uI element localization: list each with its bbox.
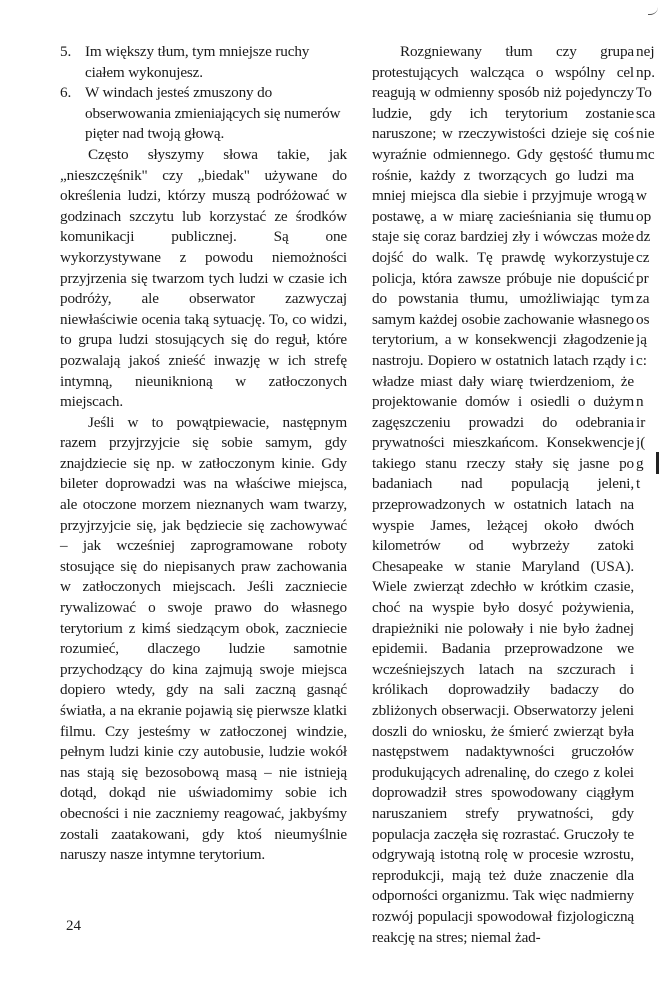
- list-item: [60, 42, 347, 83]
- paragraph-cinema-example: Jeśli w to powątpiewacie, następnym razem przyjrzyjcie się sobie samym, gdy znajdziecie się np. w zatłoczonym kinie. Gdy bileter doprowadzi was na właściwe miejsca, ale otoczone morzem nieznanych wam twarzy, przyjrzyjcie się, jak będziecie się zachowywać – jak wcześniej zaprogramowane roboty stosujące się do niepisanych praw zachowania w zatłoczonych miejscach. Jeśli zaczniecie rywalizować o swoje prawo do własnego terytorium z kimś siedzącym obok, zaczniecie rozumieć, dlaczego ludzie samotnie przychodzący do kina zajmują swoje miejsca dopiero wtedy, gdy na sali zaczną gasnąć światła, a na ekranie pojawią się pierwsze klatki filmu. Czy jesteśmy w zatłoczonej windzie, pełnym ludzi kinie czy autobusie, ludzie wokół nas stają się bezosobową masą – nie istnieją dotąd, dokąd nie uświadomimy sobie ich obecności i nie zaczniemy reagować, jakbyśmy zostali zaatakowani, gdy ktoś nieumyślnie naruszy nasze intymne terytorium.: [60, 413, 347, 864]
- bleed-fragment: nie: [636, 125, 655, 143]
- left-column: [60, 42, 347, 866]
- bleed-fragment: cz: [636, 248, 650, 266]
- paragraph-angry-crowd: Rozgniewany tłum czy grupa protestujących walcząca o wspólny cel reagują w odmienny sposób niż pojedynczy ludzie, gdy ich terytorium zostanie naruszone; w rzeczywistości dzieje się coś wyraźnie odmiennego. Gdy gęstość tłumu rośnie, każdy z tworzących go ludzi ma mniej miejsca dla siebie i przyjmuje wrogą postawę, a w miarę zacieśniania się tłumu staje się coraz bardziej zły i wówczas może dojść do walk. Tę prawdę wykorzystuje policja, która zawsze próbuje nie dopuścić do powstania tłumu, umożliwiając tym samym każdej osobie zachowanie własnego terytorium, a w konsekwencji złagodzenie nastroju. Dopiero w ostatnich latach rządy i władze miast dały wiarę twierdzeniom, że projektowanie domów i osiedli o dużym zagęszczeniu prowadzi do odebrania prywatności mieszkańcom. Konsekwencje takiego stanu rzeczy stały się jasne po badaniach nad populacją jeleni, przeprowadzonych w ostatnich latach na wyspie James, leżącej około dwóch kilometrów od wybrzeży zatoki Chesapeake w stanie Maryland (USA). Wiele zwierząt zdechło w krótkim czasie, choć na wyspie było dosyć pożywienia, drapieżniki nie polowały i nie było żadnej epidemii. Badania przeprowadzone we wcześniejszych latach na szczurach i królikach doprowadziły badaczy do zbliżonych obserwacji. Obserwatorzy jeleni doszli do wniosku, że śmierć zwierząt była następstwem nadaktywności gruczołów produkujących adrenalinę, do czego z kolei doprowadził stres spowodowany ciągłym naruszaniem strefy prywatności, gdy populacja zaczęła się rozrastać. Gruczoły te odgrywają istotną rolę w procesie wzrostu, reprodukcji, mają też duże znaczenie dla odporności organizmu. Tak więc nadmierny rozwój populacji spowodował fizjologiczną reakcję na stres; niemal żad-: [372, 43, 634, 946]
- list-item-number: 6.: [60, 84, 72, 102]
- right-column: [372, 42, 634, 948]
- bleed-fragment: j(: [636, 434, 646, 452]
- page-corner-mark: [648, 6, 658, 15]
- bleed-fragment: To: [636, 84, 652, 102]
- rules-list: [60, 42, 347, 145]
- bleed-fragment: g: [636, 454, 644, 472]
- bleed-fragment: os: [636, 310, 650, 328]
- bleed-fragment: ir: [636, 413, 646, 431]
- bleed-fragment: [636, 166, 662, 187]
- bleed-fragment: nej: [636, 43, 655, 60]
- page-number: 24: [66, 918, 81, 934]
- bleed-fragment: dz: [636, 228, 651, 246]
- bleed-fragment: za: [636, 290, 650, 308]
- bleed-fragment: ją: [636, 331, 647, 349]
- bleed-fragment: pr: [636, 269, 649, 287]
- list-item: [60, 83, 347, 145]
- facing-page-bleed: [636, 42, 662, 495]
- facing-page-mark: [656, 452, 659, 474]
- bleed-fragment: sca: [636, 104, 656, 122]
- bleed-fragment: t: [636, 475, 641, 493]
- bleed-fragment: w: [636, 187, 647, 205]
- bleed-fragment: mc: [636, 145, 655, 163]
- bleed-fragment: op: [636, 207, 652, 225]
- paragraph-crowded-commuters: Często słyszymy słowa takie, jak „nieszczęśnik" czy „biedak" używane do określenia ludzi, którzy muszą podróżować w godzinach szczytu lub korzystać ze środków komunikacji publicznej. Są one wykorzystywane z powodu niemożności przyjrzenia się twarzom tych ludzi w czasie ich podróży, ale obserwator zazwyczaj niewłaściwie ocenia taką sytuację. To, co widzi, to grupa ludzi stosujących się do reguł, które pozwalają jakoś znieść inwazję w ich strefę intymną, nieuniknioną w zatłoczonych miejscach.: [60, 145, 347, 411]
- list-item-number: 5.: [60, 43, 72, 60]
- list-item-text: W windach jesteś zmuszony do obserwowania zmieniających się numerów pięter nad twoją głową.: [85, 84, 341, 143]
- list-item-text: Im większy tłum, tym mniejsze ruchy ciałem wykonujesz.: [85, 43, 310, 81]
- bleed-fragment: [636, 372, 662, 393]
- bleed-fragment: n: [636, 393, 644, 411]
- bleed-fragment: c:: [636, 351, 647, 369]
- bleed-fragment: np.: [636, 63, 655, 81]
